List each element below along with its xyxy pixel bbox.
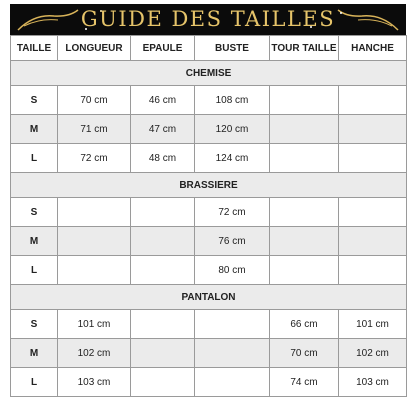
cell-longueur: 103 cm [58, 368, 131, 397]
cell-buste: 80 cm [195, 256, 270, 285]
table-row [11, 256, 407, 285]
table-row [11, 227, 407, 256]
cell-size: S [11, 86, 58, 115]
cell-longueur [58, 198, 131, 227]
header-tour-taille: TOUR TAILLE [270, 36, 339, 61]
table-row [11, 144, 407, 173]
table-row [11, 198, 407, 227]
cell-size: L [11, 256, 58, 285]
cell-tour-taille: 70 cm [270, 339, 339, 368]
cell-epaule [131, 310, 195, 339]
cell-epaule [131, 198, 195, 227]
cell-hanche [339, 144, 407, 173]
cell-hanche: 101 cm [339, 310, 407, 339]
cell-tour-taille: 74 cm [270, 368, 339, 397]
cell-longueur: 72 cm [58, 144, 131, 173]
cell-longueur: 101 cm [58, 310, 131, 339]
cell-tour-taille: 66 cm [270, 310, 339, 339]
cell-size: L [11, 144, 58, 173]
cell-longueur [58, 256, 131, 285]
header-longueur: LONGUEUR [58, 36, 131, 61]
cell-tour-taille [270, 227, 339, 256]
header-buste: BUSTE [195, 36, 270, 61]
cell-longueur: 71 cm [58, 115, 131, 144]
table-row [11, 86, 407, 115]
title-banner [10, 4, 406, 35]
cell-buste: 120 cm [195, 115, 270, 144]
cell-hanche [339, 198, 407, 227]
section-row [11, 285, 407, 310]
section-row [11, 173, 407, 198]
table-row [11, 310, 407, 339]
cell-tour-taille [270, 198, 339, 227]
table-row [11, 368, 407, 397]
cell-longueur: 102 cm [58, 339, 131, 368]
cell-hanche [339, 256, 407, 285]
cell-epaule: 46 cm [131, 86, 195, 115]
cell-hanche [339, 86, 407, 115]
header-taille: TAILLE [11, 36, 58, 61]
cell-epaule: 47 cm [131, 115, 195, 144]
cell-epaule [131, 227, 195, 256]
table-row [11, 339, 407, 368]
cell-epaule: 48 cm [131, 144, 195, 173]
cell-hanche [339, 115, 407, 144]
cell-epaule [131, 256, 195, 285]
cell-size: S [11, 198, 58, 227]
cell-longueur: 70 cm [58, 86, 131, 115]
size-table [10, 35, 407, 397]
cell-size: L [11, 368, 58, 397]
cell-buste: 76 cm [195, 227, 270, 256]
cell-size: M [11, 115, 58, 144]
cell-size: S [11, 310, 58, 339]
cell-buste [195, 339, 270, 368]
cell-buste: 72 cm [195, 198, 270, 227]
cell-buste [195, 310, 270, 339]
table-row [11, 115, 407, 144]
page-title: GUIDE DES TAILLES [80, 7, 336, 31]
section-title: CHEMISE [11, 61, 407, 86]
cell-tour-taille [270, 256, 339, 285]
section-row [11, 61, 407, 86]
cell-hanche: 102 cm [339, 339, 407, 368]
cell-buste: 108 cm [195, 86, 270, 115]
cell-hanche [339, 227, 407, 256]
cell-size: M [11, 227, 58, 256]
cell-size: M [11, 339, 58, 368]
cell-tour-taille [270, 86, 339, 115]
cell-hanche: 103 cm [339, 368, 407, 397]
header-row [11, 36, 407, 61]
cell-tour-taille [270, 115, 339, 144]
cell-tour-taille [270, 144, 339, 173]
cell-buste [195, 368, 270, 397]
cell-buste: 124 cm [195, 144, 270, 173]
section-title: PANTALON [11, 285, 407, 310]
header-hanche: HANCHE [339, 36, 407, 61]
header-epaule: EPAULE [131, 36, 195, 61]
cell-epaule [131, 339, 195, 368]
section-title: BRASSIERE [11, 173, 407, 198]
cell-longueur [58, 227, 131, 256]
cell-epaule [131, 368, 195, 397]
